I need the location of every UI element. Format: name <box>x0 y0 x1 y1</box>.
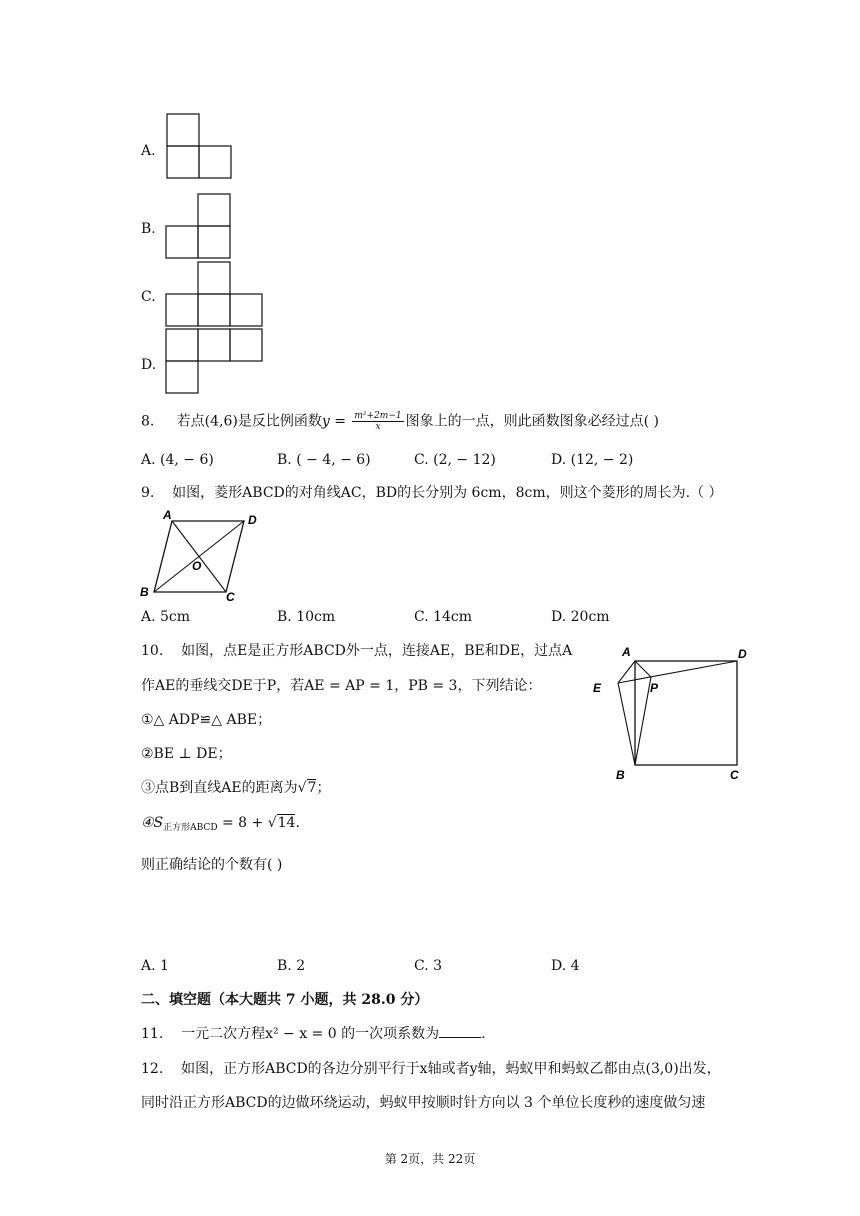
q7-option-c-label: C. <box>141 289 156 305</box>
q8-option-c: C. (2, − 12) <box>414 452 496 468</box>
q8-numerator: m²+2m−1 <box>354 411 402 421</box>
q8-stem <box>141 411 659 432</box>
q12-line2: 同时沿正方形ABCD的边做环绕运动，蚂蚁甲按顺时针方向以 3 个单位长度秒的速度做匀速 <box>141 1095 706 1111</box>
q9-number: 9. <box>141 485 155 501</box>
q10-c4-subscript: 正方形ABCD <box>163 823 218 833</box>
q7-option-d-label: D. <box>141 357 157 373</box>
q8-option-b: B. ( − 4, − 6) <box>277 452 371 468</box>
q10-c4-end: . <box>295 815 300 831</box>
q9-label-b: B <box>140 585 149 599</box>
q10-c4-radicand: 14 <box>277 815 296 831</box>
q10-option-b: B. 2 <box>277 958 306 974</box>
q7-option-a-label: A. <box>141 143 156 159</box>
q10-conclusion-1: ①△ ADP≌△ ABE； <box>141 712 272 728</box>
q10-c3-sqrt-sign: √ <box>297 780 307 796</box>
q10-label-b: B <box>616 768 625 782</box>
q7-option-a-figure <box>166 113 232 179</box>
q9-stem <box>141 484 723 502</box>
q10-c3-text: ③点B到直线AE的距离为 <box>141 780 298 796</box>
q7-option-b-label: B. <box>141 221 156 237</box>
q8-y-eq: y = <box>321 413 346 430</box>
q9-option-a: A. 5cm <box>141 609 191 625</box>
q8-option-a: A. (4, − 6) <box>141 452 214 468</box>
q10-c3-end: ； <box>316 780 331 796</box>
q10-option-a: A. 1 <box>141 958 169 974</box>
q8-option-d: D. (12, − 2) <box>551 452 634 468</box>
q9-label-c: C <box>226 590 235 604</box>
q10-label-a: A <box>622 645 631 659</box>
q10-number: 10. <box>141 643 164 659</box>
q9-option-c: C. 14cm <box>414 609 473 625</box>
q8-text-after: 图象上的一点，则此函数图象必经过点( ) <box>405 413 659 430</box>
section-2-heading: 二、填空题（本大题共 7 小题，共 28.0 分） <box>141 992 429 1008</box>
q9-rhombus-figure <box>138 508 268 604</box>
q11-answer-blank[interactable] <box>439 1025 481 1038</box>
q9-label-d: D <box>248 513 257 527</box>
q9-label-o: O <box>192 559 202 573</box>
q10-option-d: D. 4 <box>551 958 580 974</box>
q10-c4-sqrt-sign: √ <box>267 815 277 831</box>
q10-line2: 作AE的垂线交DE于P，若AE = AP = 1，PB = 3，下列结论： <box>141 678 542 694</box>
q11-stem <box>141 1025 486 1043</box>
q7-option-d-figure <box>165 328 263 394</box>
q10-label-e: E <box>593 681 602 695</box>
q10-conclusion-4 <box>141 814 300 837</box>
q8-number: 8. <box>141 413 155 430</box>
q10-label-p: P <box>650 681 659 695</box>
q10-line1 <box>141 642 572 660</box>
page-footer: 第 2页，共 22页 <box>384 1152 476 1166</box>
q11-number: 11. <box>141 1026 164 1042</box>
q10-square-figure <box>588 640 758 790</box>
q8-text-before: 若点(4,6)是反比例函数 <box>176 413 322 430</box>
q10-label-c: C <box>730 768 739 782</box>
q8-denominator: x <box>375 422 381 432</box>
q12-text-line1: 如图，正方形ABCD的各边分别平行于x轴或者y轴，蚂蚁甲和蚂蚁乙都由点(3,0)出发， <box>181 1061 721 1077</box>
q10-text-line1: 如图，点E是正方形ABCD外一点，连接AE，BE和DE，过点A <box>181 643 573 659</box>
q9-text: 如图，菱形ABCD的对角线AC，BD的长分别为 6cm，8cm，则这个菱形的周长为.（ ） <box>172 485 723 501</box>
q7-option-b-figure <box>165 193 231 259</box>
q12-line1 <box>141 1060 721 1078</box>
q7-option-c-figure <box>165 261 263 327</box>
q10-question: 则正确结论的个数有( ) <box>141 857 283 873</box>
q10-conclusion-3 <box>141 779 330 797</box>
q10-option-c: C. 3 <box>414 958 443 974</box>
q10-conclusion-2: ②BE ⊥ DE； <box>141 746 232 762</box>
q9-option-b: B. 10cm <box>277 609 336 625</box>
q11-end: . <box>481 1026 486 1042</box>
q8-fraction <box>352 411 403 432</box>
q10-label-d: D <box>738 647 747 661</box>
q10-c4-s: ④S <box>141 815 164 831</box>
q12-number: 12. <box>141 1061 164 1077</box>
q9-option-d: D. 20cm <box>551 609 610 625</box>
q10-c3-radicand: 7 <box>307 780 317 796</box>
q9-label-a: A <box>163 508 172 522</box>
q10-c4-mid: = 8 + <box>217 815 268 831</box>
q11-text: 一元二次方程x² − x = 0 的一次项系数为 <box>181 1026 440 1042</box>
